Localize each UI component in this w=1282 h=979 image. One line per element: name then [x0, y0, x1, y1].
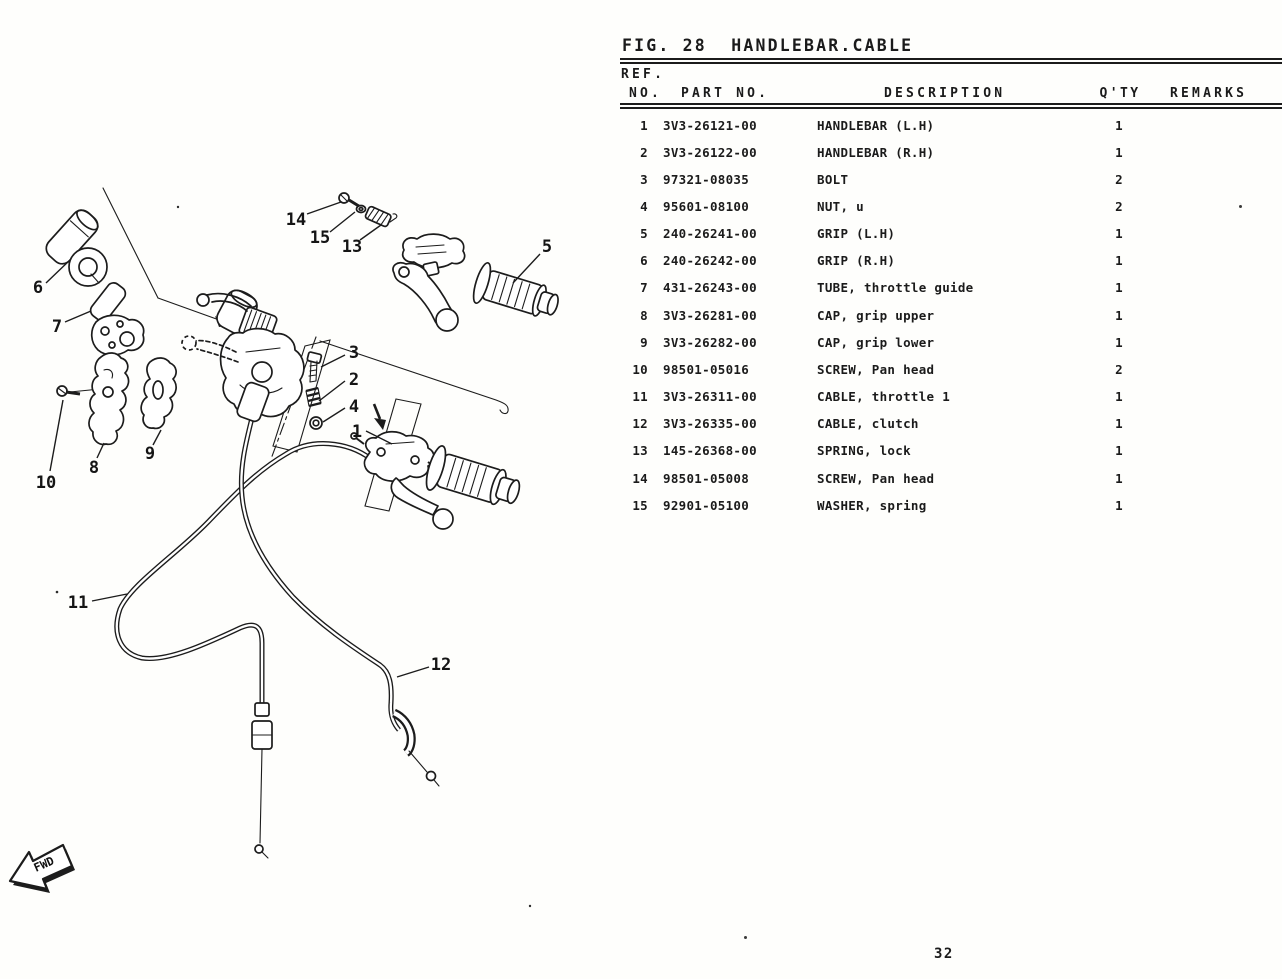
header-ref-line2: NO.: [629, 86, 663, 101]
table-row: [620, 308, 1282, 324]
cable-end-nipple: [427, 772, 436, 781]
cable-inner-wire: [409, 751, 427, 772]
description-cell: TUBE, throttle guide: [817, 280, 974, 296]
table-row: [620, 389, 1282, 405]
part-no-cell: 3V3-26335-00: [663, 416, 757, 432]
callout-leader-8: [97, 443, 104, 458]
callout-leader-10: [50, 400, 63, 471]
description-cell: SCREW, Pan head: [817, 470, 935, 486]
ref-no-cell: 3: [640, 171, 648, 187]
callout-leader-14: [307, 202, 341, 214]
description-cell: CABLE, clutch: [817, 416, 919, 432]
throttle-housing-body: [364, 432, 434, 481]
scan-speck: [529, 905, 531, 907]
callout-label-1: 1: [351, 422, 363, 442]
part-no-cell: 3V3-26282-00: [663, 334, 757, 350]
table-row: [620, 253, 1282, 269]
part-no-cell: 95601-08100: [663, 198, 750, 214]
header-qty: Q'TY: [1099, 86, 1141, 101]
ref-no-cell: 8: [640, 307, 648, 323]
qty-cell: 1: [1115, 117, 1123, 133]
part-no-cell: 97321-08035: [663, 171, 750, 187]
callout-label-7: 7: [51, 317, 63, 337]
description-cell: NUT, u: [817, 198, 864, 214]
part-no-cell: 240-26242-00: [663, 253, 757, 269]
header-part-no: PART NO.: [681, 86, 770, 101]
ref-no-cell: 6: [640, 253, 648, 269]
part-no-cell: 431-26243-00: [663, 280, 757, 296]
qty-cell: 1: [1115, 253, 1123, 269]
qty-cell: 1: [1115, 443, 1123, 459]
callout-label-13: 13: [341, 237, 363, 257]
description-cell: GRIP (L.H): [817, 226, 896, 242]
callout-leader-7: [65, 311, 91, 322]
description-cell: SCREW, Pan head: [817, 361, 935, 377]
part-no-cell: 3V3-26311-00: [663, 389, 757, 405]
callout-label-10: 10: [35, 473, 57, 493]
throttle-guide-tube-7: [88, 280, 144, 355]
description-cell: WASHER, spring: [817, 497, 927, 513]
fwd-flag: [10, 845, 75, 893]
scan-speck: [177, 206, 179, 208]
cable-inner-wire: [260, 749, 262, 843]
callout-label-3: 3: [348, 343, 360, 363]
callout-label-6: 6: [32, 278, 44, 298]
washer-15: [357, 206, 366, 213]
lever-ball-end: [433, 509, 453, 529]
qty-cell: 1: [1115, 280, 1123, 296]
qty-cell: 1: [1115, 470, 1123, 486]
table-row: [620, 199, 1282, 215]
cable-adjuster-upper: [255, 703, 269, 716]
qty-cell: 2: [1115, 198, 1123, 214]
callout-label-2: 2: [348, 370, 360, 390]
bolt-3: [307, 352, 322, 382]
table-row: [620, 226, 1282, 242]
part-no-cell: 98501-05008: [663, 470, 750, 486]
description-cell: HANDLEBAR (L.H): [817, 117, 935, 133]
callout-leader-2: [319, 381, 345, 401]
scan-speck: [1239, 205, 1242, 208]
throttle-grip-tube: [423, 444, 525, 515]
table-row: [620, 416, 1282, 432]
qty-cell: 2: [1115, 171, 1123, 187]
ref-no-cell: 2: [640, 144, 648, 160]
page-number: 32: [934, 946, 954, 962]
table-row: [620, 172, 1282, 188]
title-rule: [620, 58, 1282, 64]
parts-table: [620, 0, 1282, 560]
ref-no-cell: 14: [632, 470, 648, 486]
callout-leader-11: [92, 594, 127, 601]
qty-cell: 1: [1115, 389, 1123, 405]
table-row: [620, 145, 1282, 161]
part-no-cell: 3V3-26281-00: [663, 307, 757, 323]
nut-4: [310, 417, 322, 429]
header-rule: [620, 103, 1282, 109]
table-row: [620, 335, 1282, 351]
part-no-cell: 92901-05100: [663, 497, 750, 513]
cap-grip-upper-8: [89, 353, 129, 444]
description-cell: GRIP (R.H): [817, 253, 896, 269]
description-cell: BOLT: [817, 171, 849, 187]
table-row: [620, 443, 1282, 459]
grip-lh-6: [42, 206, 107, 286]
part-no-cell: 145-26368-00: [663, 443, 757, 459]
header-remarks: REMARKS: [1170, 86, 1248, 101]
ref-no-cell: 5: [640, 226, 648, 242]
callout-leader-9: [153, 430, 161, 445]
callout-leader-5: [513, 254, 540, 283]
callout-label-14: 14: [285, 210, 307, 230]
qty-cell: 2: [1115, 361, 1123, 377]
mount-arrowhead: [374, 418, 386, 430]
qty-cell: 1: [1115, 497, 1123, 513]
ref-no-cell: 4: [640, 198, 648, 214]
callout-leader-13: [360, 225, 381, 240]
ref-no-cell: 13: [632, 443, 648, 459]
qty-cell: 1: [1115, 416, 1123, 432]
grip-flange-ring: [69, 248, 107, 286]
table-row: [620, 498, 1282, 514]
lever-ball-hidden: [182, 336, 196, 350]
callout-label-8: 8: [88, 458, 100, 478]
handlebar-guide-line-left: [103, 188, 158, 298]
callout-label-12: 12: [430, 655, 452, 675]
spring-lock-13: [365, 206, 397, 228]
scan-speck: [744, 936, 747, 939]
qty-cell: 1: [1115, 334, 1123, 350]
description-cell: HANDLEBAR (R.H): [817, 144, 935, 160]
description-cell: CAP, grip lower: [817, 334, 935, 350]
qty-cell: 1: [1115, 226, 1123, 242]
scan-speck: [56, 591, 59, 594]
fwd-flag-label: FWD: [31, 853, 57, 875]
ref-no-cell: 1: [640, 117, 648, 133]
ref-no-cell: 12: [632, 416, 648, 432]
parts-diagram: [0, 0, 620, 979]
header-description: DESCRIPTION: [884, 86, 1006, 101]
qty-cell: 1: [1115, 307, 1123, 323]
callout-leader-15: [330, 212, 355, 232]
header-ref-line1: REF.: [621, 67, 666, 82]
part-no-cell: 3V3-26121-00: [663, 117, 757, 133]
callout-label-11: 11: [67, 593, 89, 613]
clutch-perch-assembly: [182, 286, 304, 423]
description-cell: SPRING, lock: [817, 443, 911, 459]
callout-label-4: 4: [348, 397, 360, 417]
grip-5: [470, 261, 563, 326]
callout-label-15: 15: [309, 228, 331, 248]
callout-leader-4: [323, 408, 345, 422]
ref-no-cell: 7: [640, 280, 648, 296]
table-row: [620, 471, 1282, 487]
description-cell: CABLE, throttle 1: [817, 389, 951, 405]
ref-no-cell: 9: [640, 334, 648, 350]
ref-no-cell: 11: [632, 389, 648, 405]
table-row: [620, 280, 1282, 296]
figure-title: FIG. 28 HANDLEBAR.CABLE: [622, 36, 914, 55]
callout-label-5: 5: [541, 237, 553, 257]
part-no-cell: 98501-05016: [663, 361, 750, 377]
table-row: [620, 362, 1282, 378]
lever-ball-end: [436, 309, 458, 331]
qty-cell: 1: [1115, 144, 1123, 160]
part-no-cell: 3V3-26122-00: [663, 144, 757, 160]
ref-no-cell: 10: [632, 361, 648, 377]
ref-no-cell: 15: [632, 497, 648, 513]
clutch-lever: [393, 263, 458, 331]
callout-leader-12: [397, 667, 429, 677]
description-cell: CAP, grip upper: [817, 307, 935, 323]
callout-label-9: 9: [144, 444, 156, 464]
mount-arrow-line: [374, 404, 380, 419]
cap-grip-lower-9: [141, 358, 176, 428]
part-no-cell: 240-26241-00: [663, 226, 757, 242]
table-row: [620, 118, 1282, 134]
throttle-housing-assembly-1: [351, 432, 525, 529]
